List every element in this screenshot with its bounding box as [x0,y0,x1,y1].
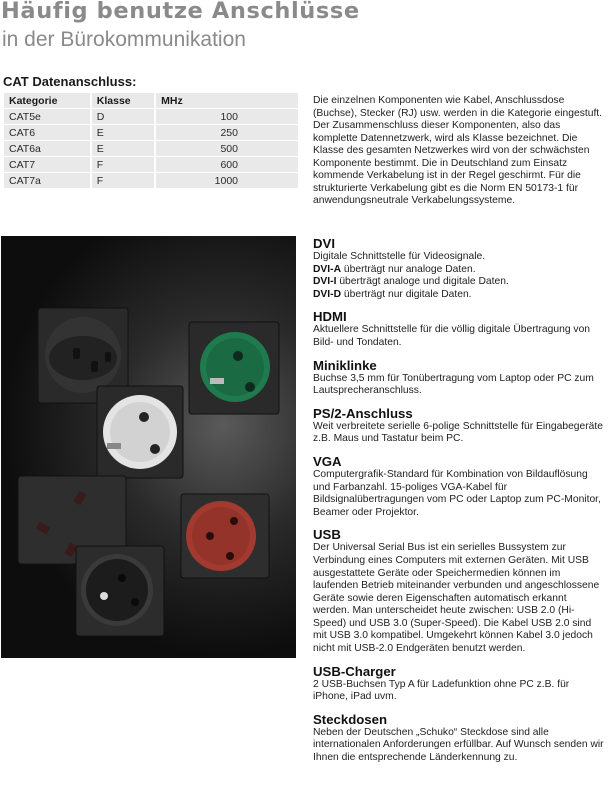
cell-kategorie: CAT6a [4,141,90,156]
section-vga [313,454,605,519]
column-header-mhz: MHz [156,93,298,108]
section-line-text: Digitale Schnittstelle für Videosignale. [313,251,486,262]
table-header-row [4,93,298,108]
section-heading: USB-Charger [313,663,396,679]
section-usb [313,527,605,655]
section-line-label: DVI-D [313,288,342,300]
table-row [4,157,298,172]
section-heading: Miniklinke [313,357,377,373]
cell-klasse: F [92,173,154,188]
cat-description: Die einzelnen Komponenten wie Kabel, Anschlussdose (Buchse), Stecker (RJ) usw. werden in die Kategorie eingestuft. Der Zusammenschluss dieser Komponenten, also das komplette Datennetzwerk, wird als Klasse bezeichnet. Die Klasse des gesamten Netzwerkes wird von der schwächsten Komponente bestimmt. Die in Deutschland zum Einsatz kommende Verkabelung ist in der Regel geschirmt. Für die strukturierte Verkabelung gibt es die Norm EN 50173-1 für anwendungsneutrale Verkabelungssysteme. [313,95,603,206]
section-line [313,289,605,302]
section-text: 2 USB-Buchsen Typ A für Ladefunktion ohne PC z.B. für iPhone, iPad uvm. [313,678,570,703]
section-line-text: überträgt analoge und digitale Daten. [336,276,509,288]
section-line-label: DVI-A [313,263,342,275]
section-line [313,276,605,289]
cell-kategorie: CAT6 [4,125,90,140]
table-row [4,125,298,140]
column-header-klasse: Klasse [92,93,154,108]
cell-mhz: 600 [156,157,298,172]
cell-kategorie: CAT5e [4,109,90,124]
section-heading: PS/2-Anschluss [313,405,413,421]
section-heading: VGA [313,453,342,469]
section-text: Buchse 3,5 mm für Tonübertragung vom Laptop oder PC zum Lautsprecheranschluss. [313,372,594,397]
cell-klasse: D [92,109,154,124]
section-line-label: DVI-I [313,276,337,288]
cell-mhz: 100 [156,109,298,124]
cell-klasse: F [92,157,154,172]
cat-section-title: CAT Datenanschluss: [3,74,137,89]
section-text: Aktuellere Schnittstelle für die völlig digitale Übertragung von Bild- und Tondaten. [313,324,591,348]
section-line-text: überträgt nur digitale Daten. [341,288,472,300]
page-subtitle: in der Bürokommunikation [2,28,246,51]
table-row [4,141,298,156]
section-line [313,264,605,277]
cell-mhz: 1000 [156,173,298,188]
section-dvi [313,236,605,301]
section-usb-charger [313,664,605,704]
cell-mhz: 500 [156,141,298,156]
section-text: Neben der Deutschen „Schuko“ Steckdose sind alle internationalen Anforderungen erfüllbar. Auf Wunsch senden wir Ihnen die entsprechende Länderkennung zu. [313,726,604,764]
cell-kategorie: CAT7 [4,157,90,172]
section-miniklinke [313,358,605,398]
page-title: Häufig benutze Anschlüsse [1,0,360,24]
section-heading: USB [313,527,341,543]
section-line [313,251,605,264]
section-text: Der Universal Serial Bus ist ein serielles Bussystem zur Verbindung eines Computers mit externen Geräten. Mit USB ausgestattete Geräte oder Speichermedien können im laufenden Betrieb miteinander verbunden und angeschlossene Geräte sowie deren Eigenschaften automatisch erkannt werden. Man unterscheidet heute zwischen: USB 2.0 (Hi-Speed) und USB 3.0 (Super-Speed). Die Kabel USB 2.0 sind mit USB 3.0 kompatibel. Umgekehrt können Kabel 3.0 jedoch nicht mit USB-2.0 Endgeräten benutzt werden. [313,542,600,655]
cat-table [2,92,300,189]
cell-kategorie: CAT7a [4,173,90,188]
section-heading: HDMI [313,309,347,325]
table-row [4,109,298,124]
section-text: Weit verbreitete serielle 6-polige Schnittstelle für Eingabegeräte z.B. Maus und Tastatur beim PC. [313,420,603,445]
red-socket [181,494,269,578]
cell-klasse: E [92,125,154,140]
green-socket [189,322,279,414]
section-hdmi [313,309,605,349]
cell-mhz: 250 [156,125,298,140]
french-socket [76,546,164,636]
white-socket [97,386,183,478]
section-heading: DVI [313,236,335,251]
connector-sections [313,236,605,773]
column-header-kategorie: Kategorie [4,93,90,108]
cell-klasse: E [92,141,154,156]
socket-photo [1,236,296,658]
section-steckdosen [313,712,605,765]
section-line-text: überträgt nur analoge Daten. [341,263,476,275]
section-text: Computergrafik-Standard für Kombination von Bildauflösung und Farbanzahl. 15-poliges VGA-Kabel für Bildsignalübertragungen vom PC oder Laptop zum PC-Monitor, Beamer oder Projektor. [313,468,601,518]
section-heading: Steckdosen [313,711,388,727]
section-ps-2-anschluss [313,406,605,446]
table-row [4,173,298,188]
socket-illustration [1,236,296,658]
